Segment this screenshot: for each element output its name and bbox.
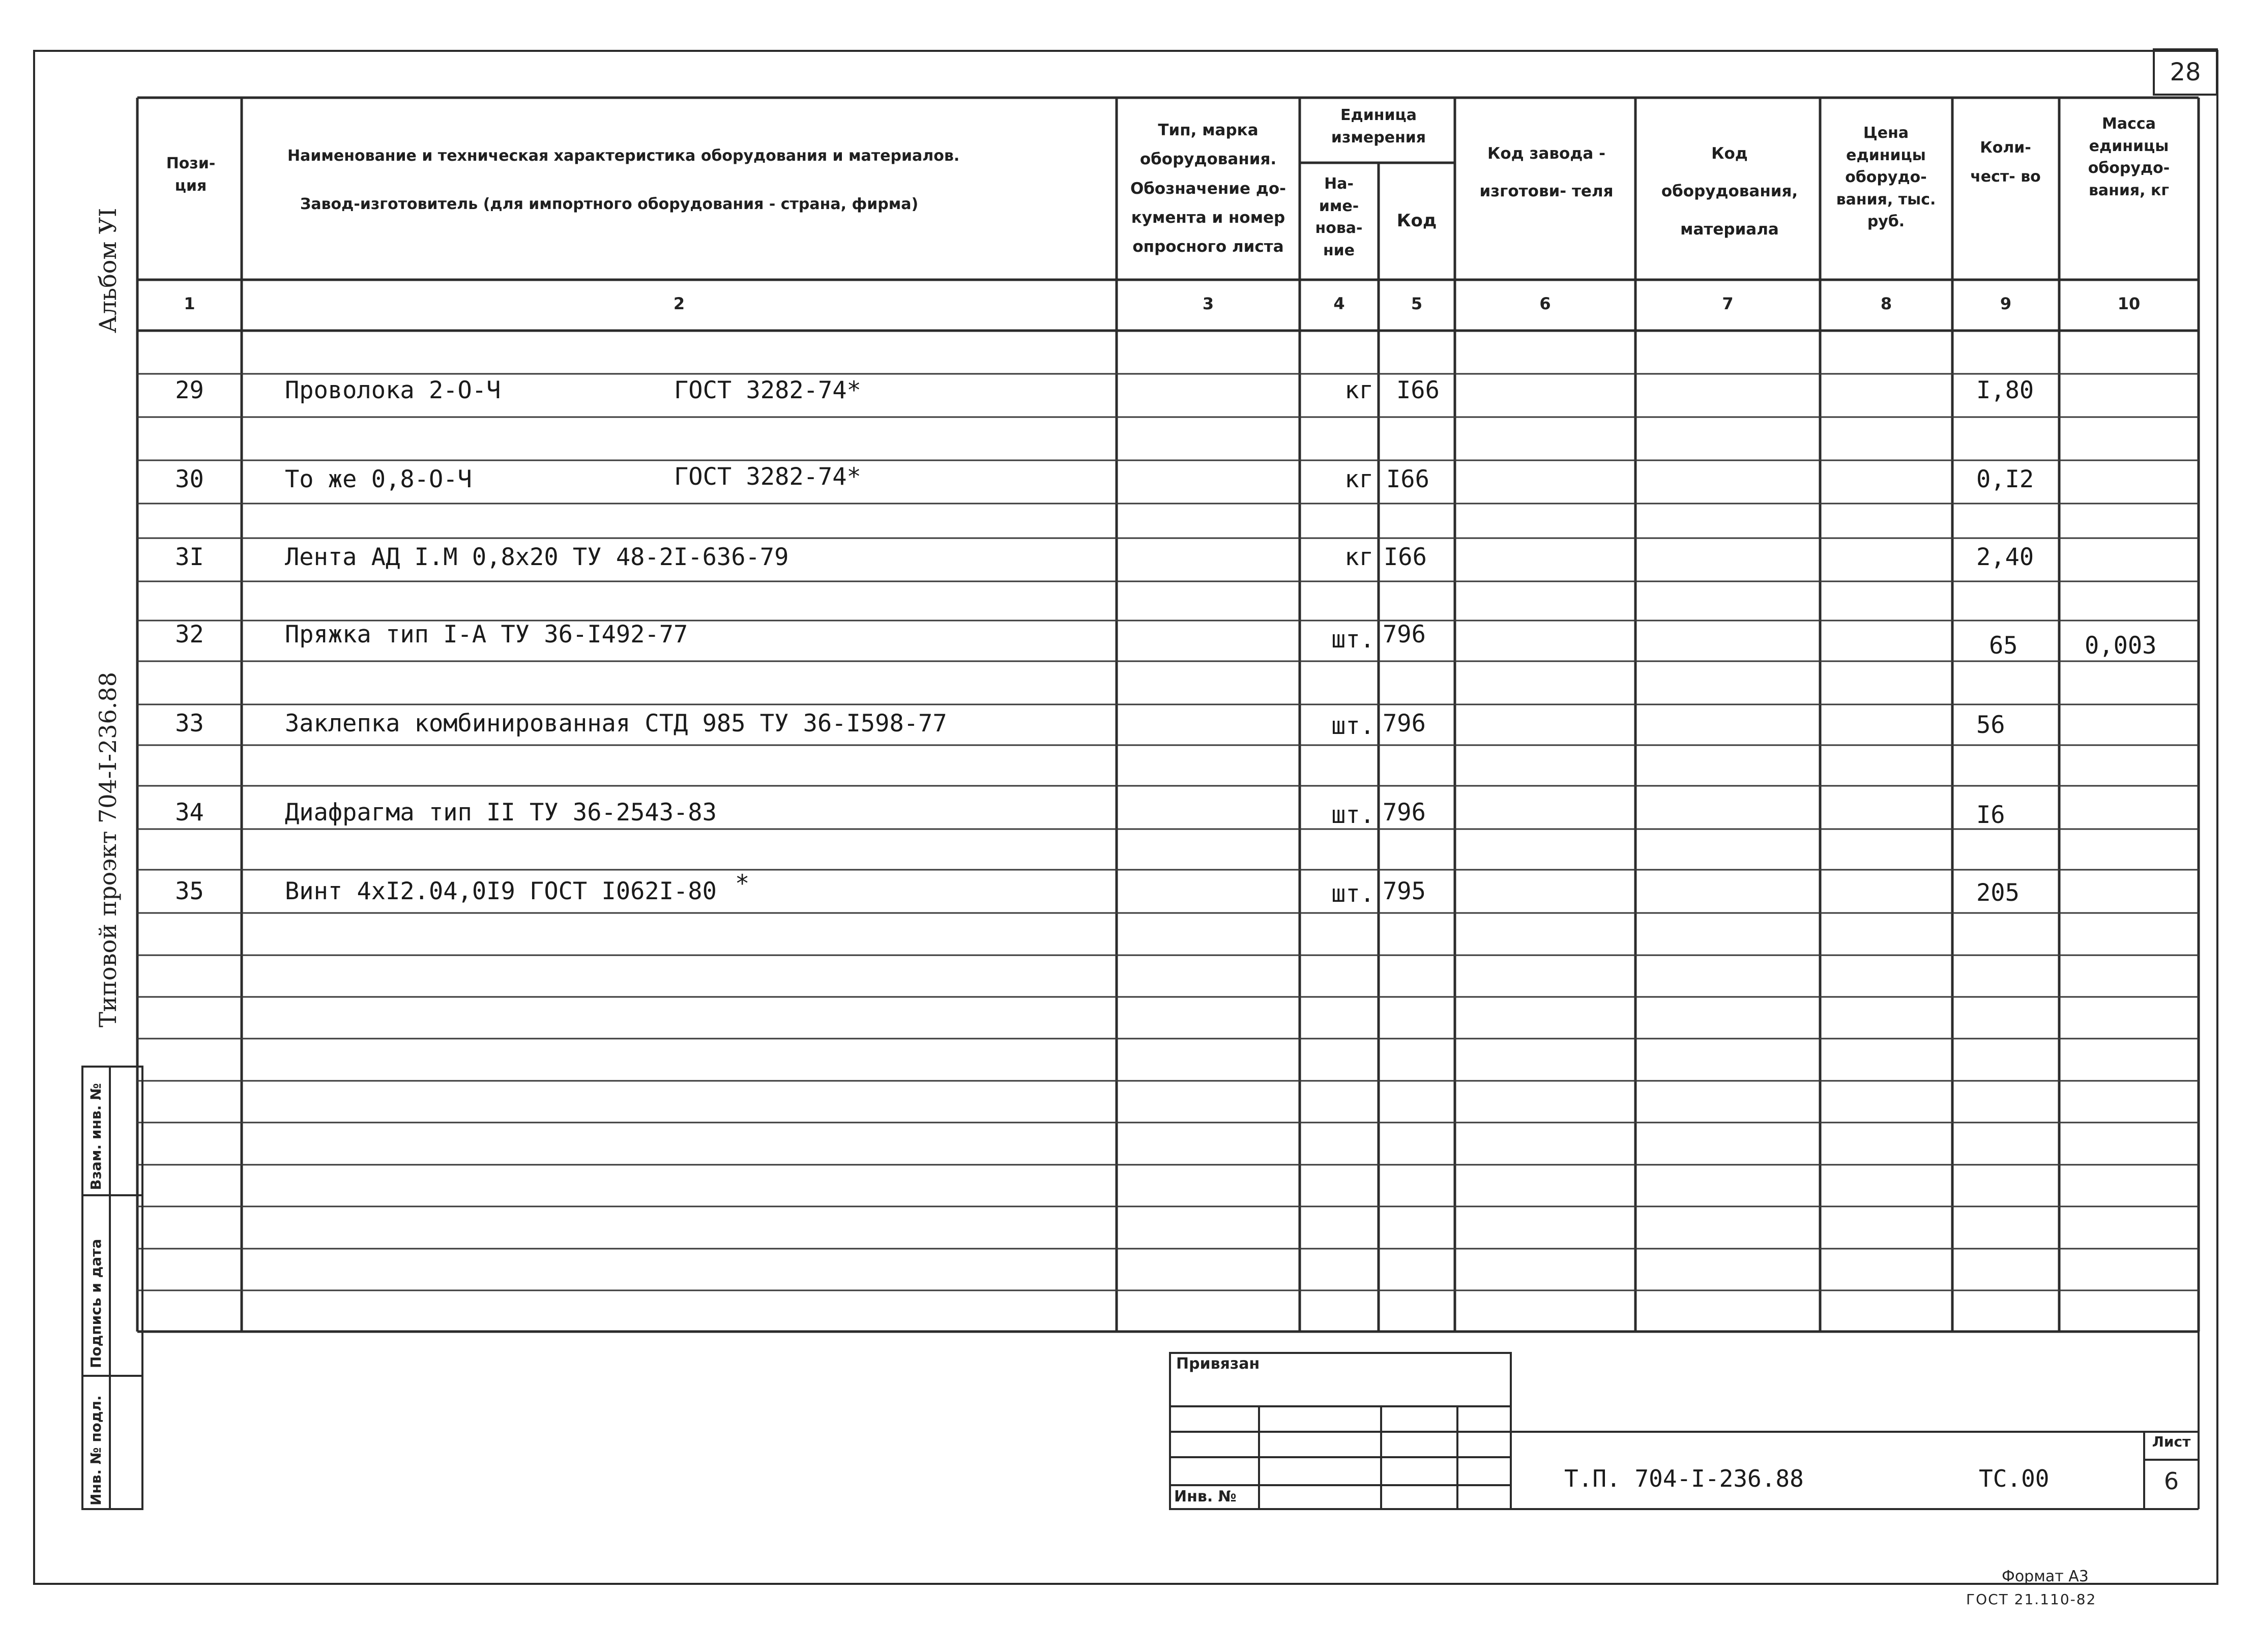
table-row-qty: 205 — [1976, 879, 2020, 907]
table-row-doc: * — [735, 870, 750, 898]
table-row-name: Заклепка комбинированная СТД 985 ТУ 36-І598-77 — [285, 710, 947, 738]
table-row-name: Диафрагма тип ІІ ТУ 36-2543-83 — [285, 799, 717, 827]
header-unit-code: Код — [1396, 211, 1437, 231]
header-name-line1: Наименование и техническая характеристика оборудования и материалов. — [287, 147, 960, 165]
table-row-position: 30 — [175, 465, 204, 493]
table-row-unit: шт. — [1331, 880, 1374, 908]
header-mass: Масса единицы оборудо- вания, кг — [2088, 115, 2170, 199]
header-position: Пози- ция — [166, 155, 216, 195]
table-row-name: Проволока 2-О-Ч — [285, 376, 501, 404]
table-row-code: 796 — [1383, 710, 1426, 738]
column-number: 7 — [1722, 294, 1734, 313]
stamp-inv-no: Инв. № — [1174, 1488, 1237, 1506]
table-row-position: 29 — [175, 376, 204, 404]
stamp-code: ТС.00 — [1979, 1465, 2050, 1492]
table-row-code: 796 — [1383, 799, 1426, 827]
table-row-code: 796 — [1383, 621, 1426, 648]
table-row-code: I66 — [1384, 543, 1427, 571]
table-row-qty: I,80 — [1976, 376, 2034, 404]
table-row-unit: кг — [1344, 376, 1373, 404]
column-number: 10 — [2117, 294, 2141, 313]
table-row-unit: шт. — [1331, 801, 1374, 829]
column-number: 4 — [1333, 294, 1345, 313]
stamp-privyazan: Привязан — [1176, 1355, 1260, 1373]
table-row-name: То же 0,8-О-Ч — [285, 465, 472, 493]
column-number: 9 — [2000, 294, 2012, 313]
table-row-unit: шт. — [1331, 712, 1374, 740]
table-row-doc: ГОСТ 3282-74* — [674, 376, 861, 404]
table-row-qty: І6 — [1976, 801, 2005, 829]
table-row-qty: 0,I2 — [1976, 465, 2034, 493]
table-row-name: Лента АД І.М 0,8x20 ТУ 48-2І-636-79 — [285, 543, 789, 571]
table-row-name: Винт 4xІ2.04,0І9 ГОСТ І062І-80 — [285, 877, 717, 905]
header-factory-code: Код завода - изготови- теля — [1479, 144, 1614, 201]
table-row-position: 34 — [175, 799, 204, 827]
table-row-position: 3I — [175, 543, 204, 571]
table-row-code: I66 — [1386, 465, 1429, 493]
stamp-sheet-label: Лист — [2152, 1433, 2191, 1450]
header-equipment-code: Код оборудования, материала — [1661, 144, 1798, 239]
album-label: Альбом УІ — [94, 208, 122, 333]
column-number: 8 — [1880, 294, 1892, 313]
table-row-code: 795 — [1383, 877, 1426, 905]
table-row-mass: 0,003 — [2085, 632, 2157, 660]
table-row-code: I66 — [1396, 376, 1440, 404]
table-row-name: Пряжка тип І-А ТУ 36-І492-77 — [285, 621, 688, 648]
table-row-qty: 65 — [1989, 632, 2018, 660]
header-name-line2: Завод-изготовитель (для импортного оборудования - страна, фирма) — [300, 195, 919, 213]
table-row-qty: 56 — [1976, 711, 2005, 739]
footer-format: Формат А3 — [2002, 1568, 2089, 1585]
header-quantity: Коли- чест- во — [1970, 139, 2041, 186]
column-number: 3 — [1202, 294, 1214, 313]
column-number: 6 — [1539, 294, 1551, 313]
header-unit-name: На- име- нова- ние — [1315, 175, 1363, 259]
footer-gost: ГОСТ 21.110-82 — [1966, 1591, 2097, 1608]
stamp-inv-orig: Инв. № подл. — [87, 1395, 104, 1506]
table-row-unit: кг — [1344, 543, 1373, 571]
header-type: Тип, марка оборудования. Обозначение до- кумента и номер опросного листа — [1130, 121, 1286, 256]
column-number: 1 — [184, 294, 195, 313]
table-row-unit: кг — [1344, 465, 1373, 493]
column-number: 2 — [673, 294, 685, 313]
header-price: Цена единицы оборудо- вания, тыс. руб. — [1836, 124, 1936, 230]
table-row-doc: ГОСТ 3282-74* — [674, 463, 861, 491]
sheet-number: 28 — [2153, 48, 2218, 96]
table-row-unit: шт. — [1331, 626, 1374, 654]
table-row-position: 32 — [175, 621, 204, 648]
stamp-inv-zam: Взам. инв. № — [87, 1083, 104, 1190]
project-label: Типовой проэкт 704-І-236.88 — [94, 672, 122, 1027]
table-row-position: 33 — [175, 710, 204, 738]
table-row-position: 35 — [175, 877, 204, 905]
stamp-signature: Подпись и дата — [87, 1238, 104, 1368]
table-row-qty: 2,40 — [1976, 543, 2034, 571]
header-unit: Единица измерения — [1331, 106, 1426, 146]
stamp-sheet: 6 — [2163, 1467, 2179, 1495]
column-number: 5 — [1411, 294, 1423, 313]
stamp-designation: Т.П. 704-І-236.88 — [1564, 1465, 1804, 1492]
